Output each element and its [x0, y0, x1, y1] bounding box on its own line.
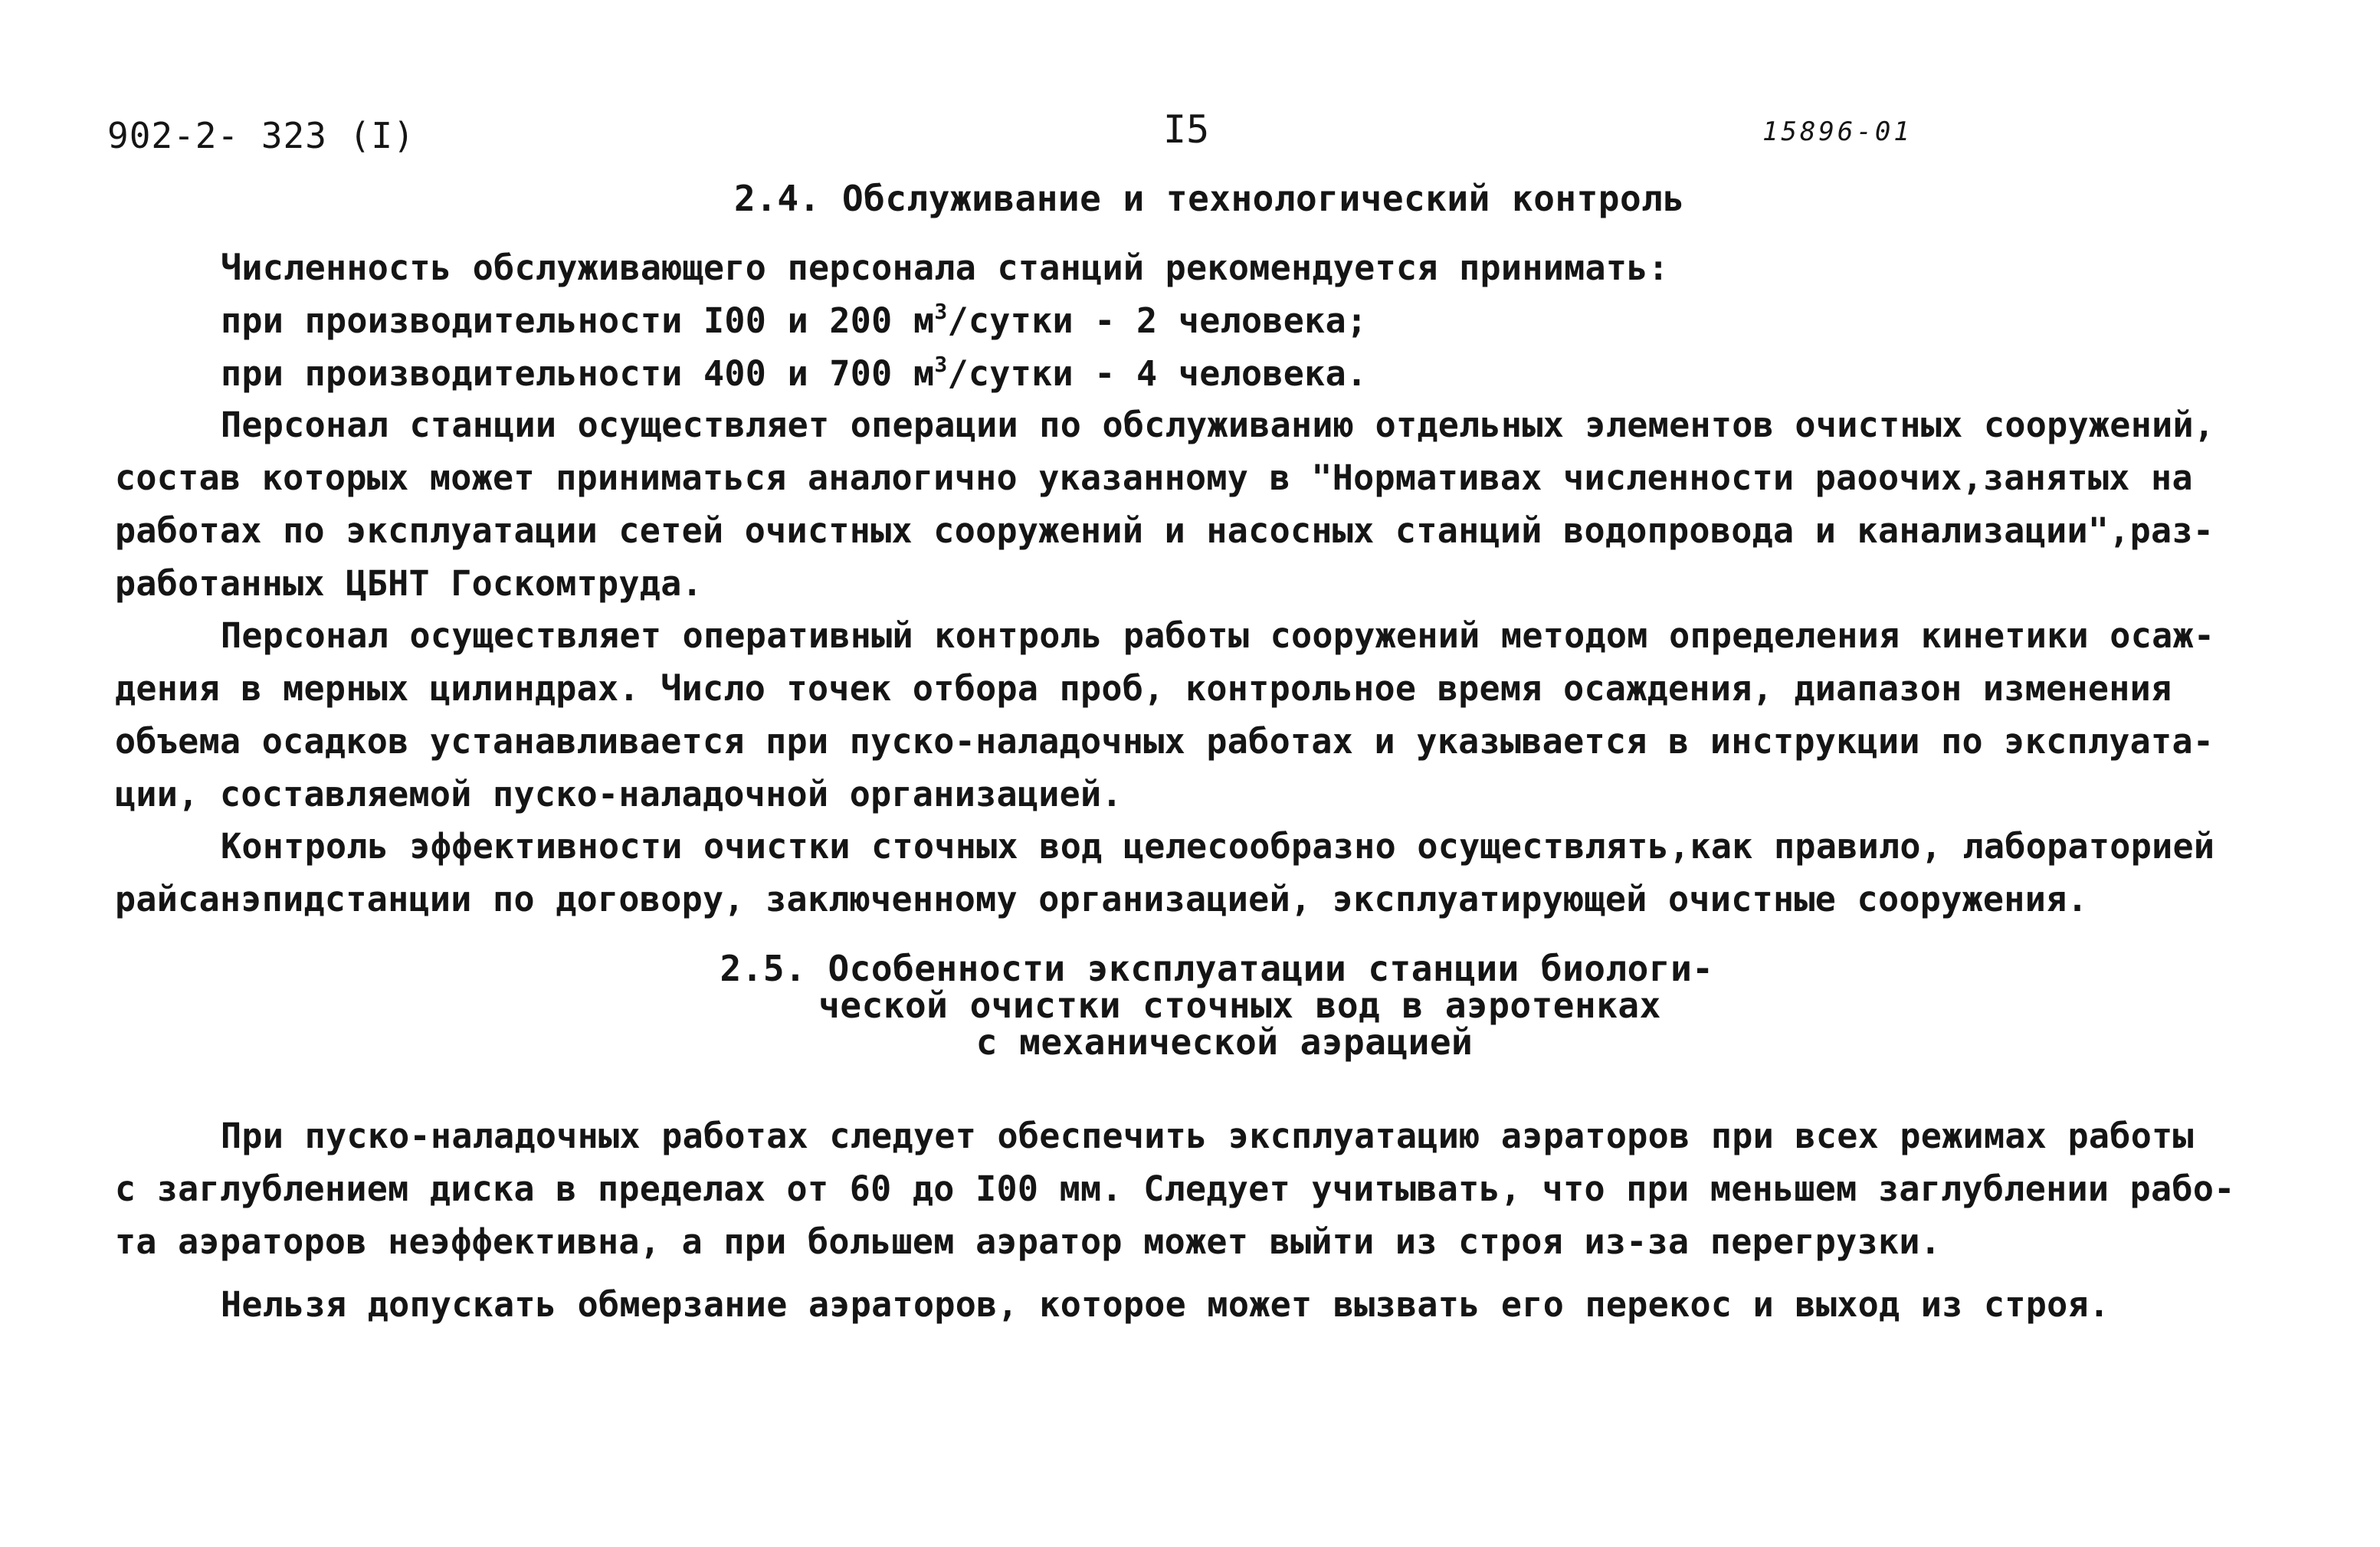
archive-stamp: 15896-01 [1762, 116, 1913, 147]
staff-line-1-text: при производительности I00 и 200 м [221, 300, 935, 341]
paragraph-line: Нельзя допускать обмерзание аэраторов, которое может вызвать его перекос и выход из строя. [221, 1284, 2110, 1325]
staff-line-2-rest: /сутки - 4 человека. [947, 353, 1368, 394]
page-number: I5 [1163, 107, 1210, 152]
paragraph-line: Контроль эффективности очистки сточных вод целесообразно осуществлять,как правило, лабораторией [221, 826, 2215, 867]
staff-line-1-rest: /сутки - 2 человека; [947, 300, 1368, 341]
heading-line: с механической аэрацией [975, 1021, 1474, 1063]
paragraph-line: состав которых может приниматься аналогично указанному в "Нормативах численности раоочих,занятых на [115, 457, 2193, 498]
aerators-paragraph [115, 1109, 2276, 1268]
freezing-paragraph [115, 1278, 2276, 1331]
staff-line-2-text: при производительности 400 и 700 м [221, 353, 935, 394]
staff-line-1-superscript: 3 [934, 299, 948, 324]
staff-line-2-superscript: 3 [934, 352, 948, 377]
efficiency-paragraph [115, 820, 2276, 926]
paragraph-line: Персонал осуществляет оперативный контроль работы сооружений методом определения кинетики осаж- [221, 615, 2215, 656]
staff-line-2 [115, 347, 2276, 400]
paragraph-line: работанных ЦБНТ Госкомтруда. [115, 563, 703, 604]
heading-line: 2.5. Особенности эксплуатации станции биологи- [720, 948, 1714, 989]
staff-intro-line: Численность обслуживающего персонала станций рекомендуется принимать: [221, 247, 1670, 288]
paragraph-line: дения в мерных цилиндрах. Число точек отбора проб, контрольное время осаждения, диапазон изменения [115, 668, 2172, 709]
staff-line-1 [115, 294, 2276, 347]
paragraph-line: та аэраторов неэффективна, а при большем аэратор может выйти из строя из-за перегрузки. [115, 1221, 1942, 1262]
paragraph-line: Персонал станции осуществляет операции по обслуживанию отдельных элементов очистных сооружений, [221, 405, 2215, 445]
paragraph-line: с заглублением диска в пределах от 60 до I00 мм. Следует учитывать, что при меньшем заглублении рабо- [115, 1168, 2235, 1209]
paragraph-line: При пуско-наладочных работах следует обеспечить эксплуатацию аэраторов при всех режимах работы [221, 1116, 2194, 1156]
section-2-5-heading [0, 948, 2380, 1063]
paragraph-line: ции, составляемой пуско-наладочной организацией. [115, 774, 1123, 814]
document-code: 902-2- 323 (I) [107, 115, 415, 156]
paragraph-line: райсанэпидстанции по договору, заключенному организацией, эксплуатирующей очистные сооружения. [115, 879, 2088, 919]
paragraph-line: работах по эксплуатации сетей очистных сооружений и насосных станций водопровода и канализации",раз- [115, 510, 2214, 551]
paragraph-line: объема осадков устанавливается при пуско-наладочных работах и указывается в инструкции по эксплуата- [115, 721, 2214, 762]
staff-count-block [115, 241, 2276, 400]
section-2-4-heading: 2.4. Обслуживание и технологический контроль [734, 178, 1685, 219]
heading-line: ческой очистки сточных вод в аэротенках [818, 985, 1661, 1026]
personnel-paragraph [115, 398, 2276, 610]
control-paragraph [115, 609, 2276, 821]
